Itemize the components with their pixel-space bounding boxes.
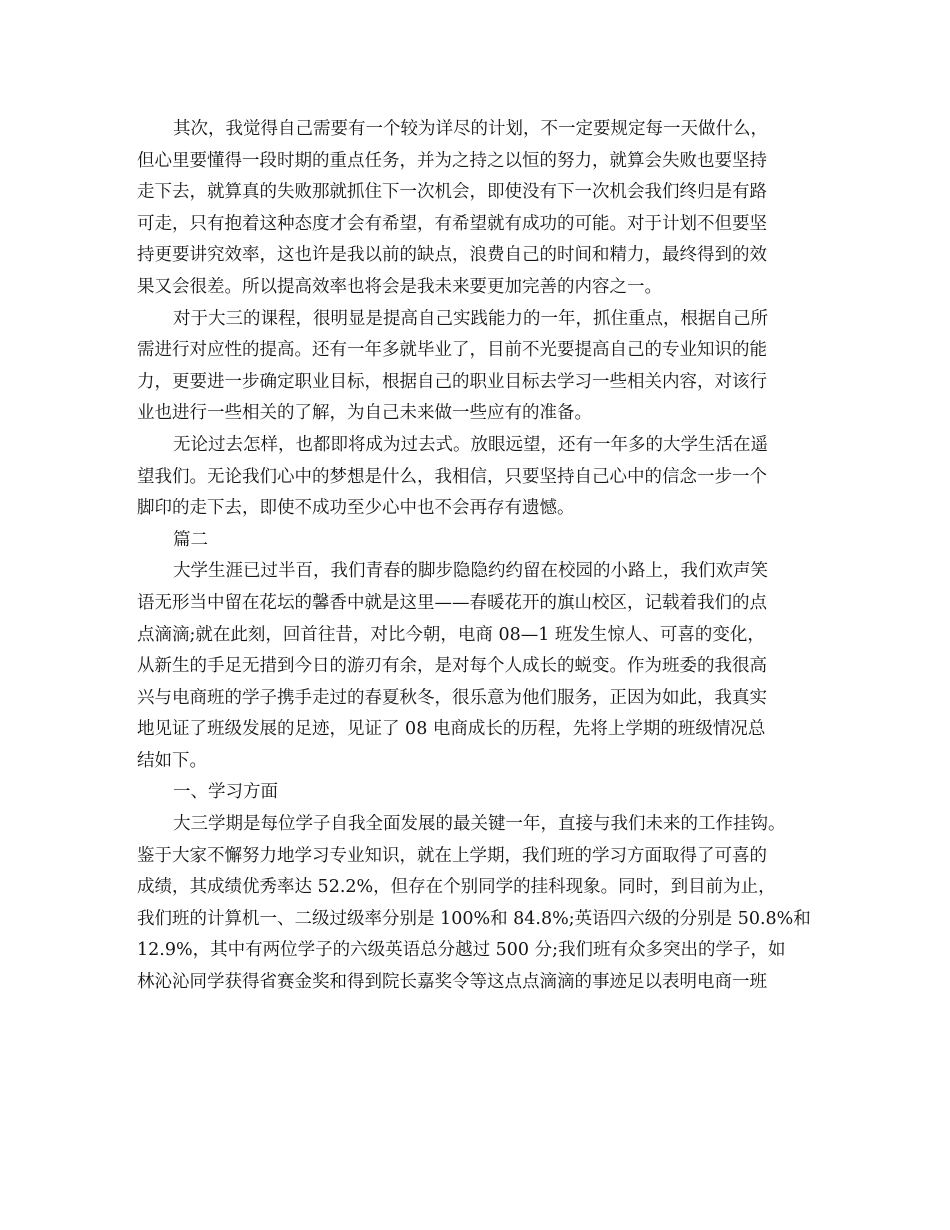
- text-line: 脚印的走下去，即使不成功至少心中也不会再存有遗憾。: [137, 498, 575, 519]
- text-line: 结如下。: [137, 750, 207, 771]
- text-line: 持更要讲究效率，这也许是我以前的缺点，浪费自己的时间和精力，最终得到的效: [137, 245, 767, 266]
- text-line: 从新生的手足无措到今日的游刃有余，是对每个人成长的蜕变。作为班委的我很高: [137, 656, 767, 677]
- text-line: 其次，我觉得自己需要有一个较为详尽的计划，不一定要规定每一天做什么，: [173, 119, 768, 139]
- text-line: 果又会很差。所以提高效率也将会是我未来要更加完善的内容之一。: [137, 276, 662, 297]
- document-body: [137, 114, 817, 999]
- text-line: 林沁沁同学获得省赛金奖和得到院长嘉奖令等这点点滴滴的事迹足以表明电商一班: [137, 972, 767, 993]
- text-line: 业也进行一些相关的了解，为自己未来做一些应有的准备。: [137, 403, 592, 424]
- text-line: 我们班的计算机一、二级过级率分别是 100%和 84.8%;英语四六级的分别是 50.8%和: [137, 908, 811, 929]
- text-line: 一、学习方面: [173, 782, 278, 803]
- text-line: 成绩，其成绩优秀率达 52.2%，但存在个别同学的挂科现象。同时，到目前为止，: [137, 877, 776, 898]
- text-line: 走下去，就算真的失败那就抓住下一次机会，即使没有下一次机会我们终归是有路: [137, 182, 767, 203]
- text-line: 对于大三的课程，很明显是提高自己实践能力的一年，抓住重点，根据自己所: [173, 308, 768, 329]
- text-line: 兴与电商班的学子携手走过的春夏秋冬，很乐意为他们服务，正因为如此，我真实: [137, 687, 767, 708]
- text-line: 12.9%，其中有两位学子的六级英语总分越过 500 分;我们班有众多突出的学子，如: [137, 940, 786, 961]
- text-line: 无论过去怎样，也都即将成为过去式。放眼远望，还有一年多的大学生活在遥: [173, 434, 768, 455]
- text-line: 望我们。无论我们心中的梦想是什么，我相信，只要坚持自己心中的信念一步一个: [137, 466, 767, 487]
- text-line: 可走，只有抱着这种态度才会有希望，有希望就有成功的可能。对于计划不但要坚: [137, 213, 767, 234]
- text-line: 力，更要进一步确定职业目标，根据自己的职业目标去学习一些相关内容，对该行: [137, 371, 767, 392]
- text-line: 鉴于大家不懈努力地学习专业知识，就在上学期，我们班的学习方面取得了可喜的: [137, 845, 767, 866]
- text-line: 点滴滴;就在此刻，回首往昔，对比今朝，电商 08—1 班发生惊人、可喜的变化，: [137, 624, 765, 645]
- text-line: 大学生涯已过半百，我们青春的脚步隐隐约约留在校园的小路上，我们欢声笑: [173, 561, 768, 582]
- text-line: 语无形当中留在花坛的馨香中就是这里——春暖花开的旗山校区，记载着我们的点: [137, 592, 767, 613]
- text-line: 但心里要懂得一段时期的重点任务，并为之持之以恒的努力，就算会失败也要坚持: [137, 150, 767, 171]
- text-line: 地见证了班级发展的足迹，见证了 08 电商成长的历程，先将上学期的班级情况总: [137, 719, 766, 740]
- text-line: 篇二: [173, 529, 208, 550]
- text-line: 大三学期是每位学子自我全面发展的最关键一年，直接与我们未来的工作挂钩。: [173, 814, 786, 835]
- text-line: 需进行对应性的提高。还有一年多就毕业了，目前不光要提高自己的专业知识的能: [137, 340, 767, 361]
